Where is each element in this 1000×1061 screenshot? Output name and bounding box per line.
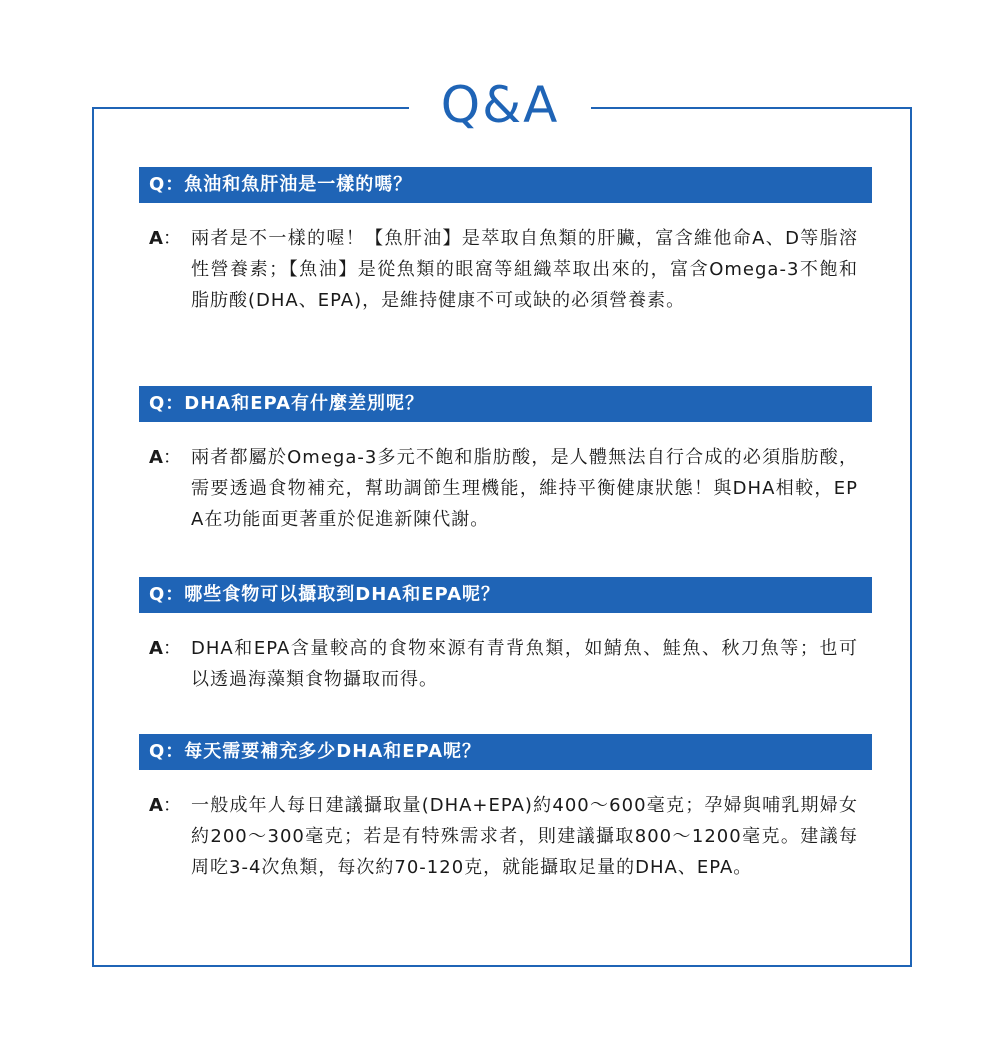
answer-text: 兩者是不一樣的喔！【魚肝油】是萃取自魚類的肝臟，富含維他命A、D等脂溶性營養素；【魚油】是從魚類的眼窩等組織萃取出來的，富含Omega-3不飽和脂肪酸(DHA、EPA)，是維持健康不可或缺的必須營養素。 bbox=[191, 228, 858, 311]
faq-item-4 bbox=[139, 734, 872, 883]
answer-label: A： bbox=[149, 228, 181, 249]
answer-text: 一般成年人每日建議攝取量(DHA+EPA)約400～600毫克；孕婦與哺乳期婦女約200～300毫克；若是有特殊需求者，則建議攝取800～1200毫克。建議每周吃3-4次魚類，每次約70-120克，就能攝取足量的DHA、EPA。 bbox=[191, 795, 858, 878]
title-wrap bbox=[0, 72, 1000, 138]
faq-item-3 bbox=[139, 577, 872, 695]
page-title: Q&A bbox=[409, 72, 592, 138]
answer-block bbox=[139, 223, 872, 316]
answer-block bbox=[139, 633, 872, 695]
answer-text: 兩者都屬於Omega-3多元不飽和脂肪酸，是人體無法自行合成的必須脂肪酸，需要透過食物補充，幫助調節生理機能，維持平衡健康狀態！與DHA相較，EPA在功能面更著重於促進新陳代謝。 bbox=[191, 447, 858, 530]
answer-label: A： bbox=[149, 447, 181, 468]
faq-item-2 bbox=[139, 386, 872, 535]
answer-block bbox=[139, 442, 872, 535]
answer-text: DHA和EPA含量較高的食物來源有青背魚類，如鯖魚、鮭魚、秋刀魚等；也可以透過海藻類食物攝取而得。 bbox=[191, 638, 858, 690]
question-bar: Q：每天需要補充多少DHA和EPA呢？ bbox=[139, 734, 872, 770]
question-bar: Q：DHA和EPA有什麼差別呢？ bbox=[139, 386, 872, 422]
question-bar: Q：哪些食物可以攝取到DHA和EPA呢？ bbox=[139, 577, 872, 613]
answer-block bbox=[139, 790, 872, 883]
answer-label: A： bbox=[149, 638, 181, 659]
faq-item-1 bbox=[139, 167, 872, 316]
answer-label: A： bbox=[149, 795, 181, 816]
question-bar: Q：魚油和魚肝油是一樣的嗎？ bbox=[139, 167, 872, 203]
